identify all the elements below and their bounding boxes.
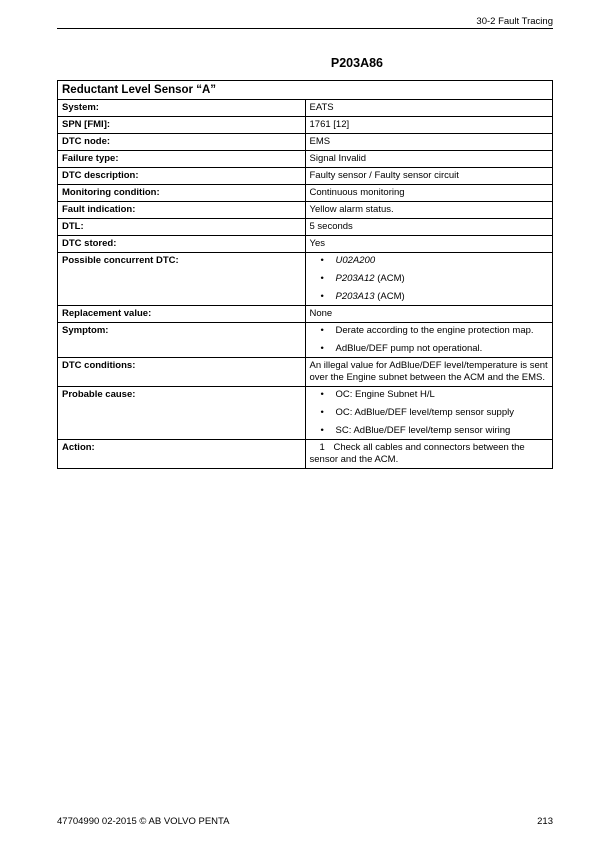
row-label: DTL: [58, 219, 306, 236]
row-label: Symptom: [58, 323, 306, 358]
page-number: 213 [537, 816, 553, 827]
step-text: Check all cables and connectors between the sensor and the ACM. [309, 442, 525, 465]
table-caption-row [58, 81, 553, 100]
row-value: Signal Invalid [305, 151, 553, 168]
row-value: An illegal value for AdBlue/DEF level/temperature is sent over the Engine subnet between the ACM and the EMS. [305, 358, 553, 387]
table-row [58, 306, 553, 323]
fault-table [57, 80, 553, 469]
table-row-action [58, 440, 553, 469]
fault-code-title: P203A86 [330, 56, 383, 70]
list-item [310, 291, 549, 303]
row-value: Continuous monitoring [305, 185, 553, 202]
table-row [58, 202, 553, 219]
row-value [305, 253, 553, 306]
row-value: Yellow alarm status. [305, 202, 553, 219]
list-item: • SC: AdBlue/DEF level/temp sensor wiring [310, 425, 549, 437]
table-row-symptom [58, 323, 553, 358]
row-label: System: [58, 100, 306, 117]
symptom-list [310, 325, 549, 355]
list-item [310, 255, 549, 267]
section-title: 30-2 Fault Tracing [476, 16, 553, 27]
table-row [58, 185, 553, 202]
row-value [305, 323, 553, 358]
concurrent-dtc-list [310, 255, 549, 303]
table-row [58, 219, 553, 236]
row-value [305, 387, 553, 440]
table-row-probable-cause [58, 387, 553, 440]
row-label: DTC description: [58, 168, 306, 185]
list-item: • AdBlue/DEF pump not operational. [310, 343, 549, 355]
table-row [58, 151, 553, 168]
list-item: • Derate according to the engine protection map. [310, 325, 549, 337]
list-item: • OC: Engine Subnet H/L [310, 389, 549, 401]
table-row [58, 117, 553, 134]
row-label: Action: [58, 440, 306, 469]
row-value: Yes [305, 236, 553, 253]
document-number: 47704990 02-2015 © AB VOLVO PENTA [57, 816, 230, 827]
row-label: DTC node: [58, 134, 306, 151]
dtc-code: P203A13 [335, 291, 375, 302]
table-row-concurrent-dtc [58, 253, 553, 306]
row-label: Fault indication: [58, 202, 306, 219]
row-label: SPN [FMI]: [58, 117, 306, 134]
row-value: EMS [305, 134, 553, 151]
row-label: Replacement value: [58, 306, 306, 323]
table-caption: Reductant Level Sensor “A” [58, 81, 553, 100]
row-label: DTC conditions: [58, 358, 306, 387]
row-value [305, 440, 553, 469]
row-value: None [305, 306, 553, 323]
row-label: Monitoring condition: [58, 185, 306, 202]
table-row [58, 134, 553, 151]
row-value: 1761 [12] [305, 117, 553, 134]
row-label: Possible concurrent DTC: [58, 253, 306, 306]
table-row [58, 358, 553, 387]
row-label: DTC stored: [58, 236, 306, 253]
list-item [310, 273, 549, 285]
dtc-code: P203A12 [335, 273, 375, 284]
dtc-node: (ACM) [374, 273, 405, 284]
row-label: Failure type: [58, 151, 306, 168]
row-value: EATS [305, 100, 553, 117]
dtc-code: U02A200 [335, 255, 376, 266]
table-row [58, 100, 553, 117]
row-value: Faulty sensor / Faulty sensor circuit [305, 168, 553, 185]
probable-cause-list [310, 389, 549, 437]
row-label: Probable cause: [58, 387, 306, 440]
list-item: • OC: AdBlue/DEF level/temp sensor supply [310, 407, 549, 419]
step-number: 1 [319, 442, 325, 453]
table-row [58, 236, 553, 253]
dtc-node: (ACM) [374, 291, 405, 302]
page-header [57, 16, 553, 29]
table-row [58, 168, 553, 185]
row-value: 5 seconds [305, 219, 553, 236]
